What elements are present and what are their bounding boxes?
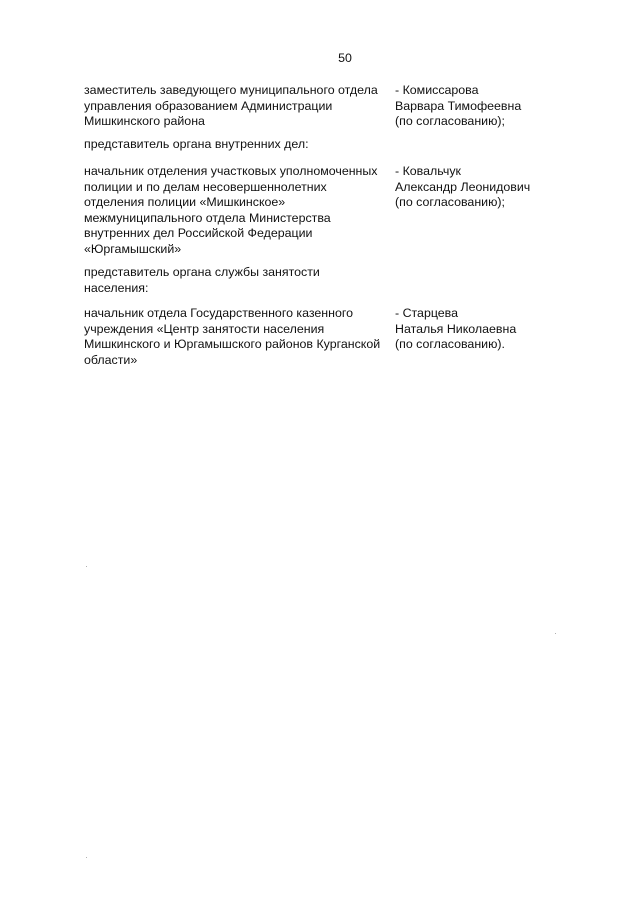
member-name: - Старцева Наталья Николаевна (по согласованию). <box>395 306 517 351</box>
scan-speck <box>86 857 87 858</box>
member-position: заместитель заведующего муниципального отдела управления образованием Администрации Мишкинского района <box>84 83 378 128</box>
member-name: - Комиссарова Варвара Тимофеевна (по согласованию); <box>395 83 522 128</box>
member-position: начальник отдела Государственного казенного учреждения «Центр занятости населения Мишкинского и Юргамышского районов Курганской области» <box>84 306 381 367</box>
page-number: 50 <box>338 51 352 65</box>
member-position: начальник отделения участковых уполномоченных полиции и по делам несовершеннолетних отделения полиции «Мишкинское» межмуниципального отдела Министерства внутренних дел Российской Федерации «Юргамышский» <box>84 164 378 256</box>
section-heading-employment-service: представитель органа службы занятости населения: <box>84 265 320 295</box>
section-heading-internal-affairs: представитель органа внутренних дел: <box>84 137 309 151</box>
member-name: - Ковальчук Александр Леонидович (по согласованию); <box>395 164 531 209</box>
scan-speck <box>86 566 87 567</box>
scan-speck <box>555 633 556 634</box>
